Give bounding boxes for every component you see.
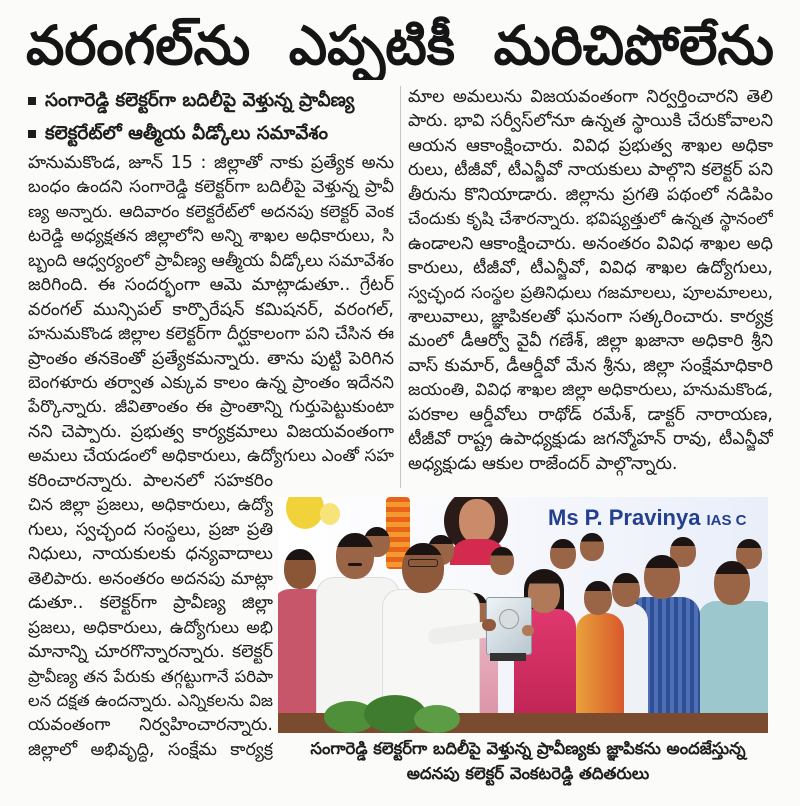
person-head xyxy=(528,573,560,613)
body-line: మంలో డీఆర్వో వైవీ గణేశ్, జిల్లా ఖజానా అధికారి శ్రీని xyxy=(408,331,773,352)
body-line: వాస్ కుమార్, డీఆర్డీవో మేన శ్రీను, జిల్లా సంక్షేమాధికారి xyxy=(408,355,773,376)
person-head xyxy=(336,533,374,579)
photo-caption xyxy=(284,736,772,786)
body-line: అమలు చేయడంలో అధికారులు, ఉద్యోగులు ఎంతో సహ xyxy=(28,446,394,467)
body-line: శాలువాలు, జ్ఞాపికలతో ఘనంగా సత్కరించారు. కార్యక్ర xyxy=(408,306,773,327)
body-line: యవంతంగా నిర్వహించారన్నారు. xyxy=(28,715,273,736)
body-line: చేందుకు కృషి చేశారన్నారు. భవిష్యత్తులో ఉన్నత స్థానంలో xyxy=(408,209,773,229)
body-column-right xyxy=(408,85,773,476)
body-line: హనుమకొండ జిల్లాల కలెక్టర్‌గా దీర్ఘకాలంగా పని చేసిన ఈ xyxy=(28,324,394,345)
balloon-decoration xyxy=(320,503,340,525)
body-line: కారులు, టీజీవో, టీఎన్జీవో, వివిధ శాఖల ఉద్యోగులు, xyxy=(408,258,773,279)
person-head xyxy=(580,533,604,561)
body-line: నని చెప్పారు. ప్రభుత్వ కార్యక్రమాలు విజయవంతంగా xyxy=(28,421,394,442)
square-bullet-icon xyxy=(28,130,36,138)
banner-suffix: IAS C xyxy=(706,512,747,529)
body-line: జరిగింది. ఈ సందర్భంగా ఆమె మాట్లాడుతూ.. గ్రేటర్ xyxy=(28,275,394,296)
body-line: పారు. భావి సర్వీస్‌లోనూ ఉన్నత స్థాయికి చేరుకోవాలని xyxy=(408,111,773,132)
person-head xyxy=(612,573,640,607)
body-line: లన దక్షత ఉందన్నారు. ఎన్నికలను విజ xyxy=(28,690,273,710)
caption-line: అదనపు కలెక్టర్ వెంకటరెడ్డి తదితరులు xyxy=(406,763,650,783)
body-line: టరెడ్డి అధ్యక్షతన జిల్లాలోని అన్ని శాఖల అధికారులు, సి xyxy=(28,226,394,247)
body-line: మానాన్ని చూరగొన్నారన్నారు. కలెక్టర్ xyxy=(28,642,273,663)
plant-decoration xyxy=(414,705,460,733)
body-line: ణ్య అన్నారు. ఆదివారం కలెక్టరేట్‌లో అదనపు కలెక్టర్ వెంక xyxy=(28,201,394,221)
person-head xyxy=(644,555,680,599)
column-rule xyxy=(400,86,401,488)
body-line: టీజీవో రాష్ట్ర ఉపాధ్యక్షుడు జగన్మోహన్ రావు, టీఎన్జీవో xyxy=(408,429,773,450)
caption-line: సంగారెడ్డి కలెక్టర్‌గా బదిలీపై వెళ్తున్న ప్రావీణ్యకు జ్ఞాపికను అందజేస్తున్న xyxy=(310,738,746,758)
hand xyxy=(522,625,534,636)
body-column-left xyxy=(28,151,394,469)
highlight-item xyxy=(28,84,396,117)
body-line: తీరును కొనియాడారు. జిల్లాను ప్రగతి పథంలో నడిపిం xyxy=(408,184,773,205)
highlights xyxy=(28,84,396,150)
body-line: ప్రావీణ్య తన పేరుకు తగ్గట్టుగానే పరిపా xyxy=(28,666,273,686)
highlight-item xyxy=(28,117,396,150)
body-line: మాల అమలును విజయవంతంగా నిర్వర్తించారని తెలి xyxy=(408,87,773,107)
person-head xyxy=(584,581,612,615)
highlight-text: సంగారెడ్డి కలెక్టర్‌గా బదిలీపై వెళ్తున్న ప్రావీణ్య xyxy=(45,89,355,111)
body-line: హనుమకొండ, జూన్ 15 : జిల్లాతో నాకు ప్రత్యేక అను xyxy=(28,153,394,173)
body-line: పేర్కొన్నారు. జీవితాంతం ఈ ప్రాంతాన్ని గుర్తుపెట్టుకుంటా xyxy=(28,397,394,418)
body-line: జయంతి, వివిధ శాఖల జిల్లా అధికారులు, హనుమకొండ, xyxy=(408,380,773,401)
body-line: ఉండాలని ఆకాంక్షించారు. అనంతరం వివిధ శాఖల అధి xyxy=(408,233,773,254)
body-line: బంధం ఉందని సంగారెడ్డి కలెక్టర్‌గా బదిలీపై వెళ్తున్న ప్రావీ xyxy=(28,177,394,198)
body-line: జిల్లాలో అభివృద్ధి, సంక్షేమ కార్యక్ర xyxy=(28,739,273,760)
person-head xyxy=(550,539,576,569)
square-bullet-icon xyxy=(28,97,36,105)
body-line: పరకాల ఆర్డీవోలు రాథోడ్ రమేశ్, డాక్టర్ నారాయణ, xyxy=(408,404,773,425)
body-line: గులు, స్వచ్ఛంద సంస్థలు, ప్రజా ప్రతి xyxy=(28,519,273,540)
banner-name: Ms P. Pravinya xyxy=(548,505,701,530)
body-line: అధ్యక్షుడు ఆకుల రాజేందర్ పాల్గొన్నారు. xyxy=(408,453,678,474)
body-line: బెంగళూరు తర్వాత ఎక్కువ కాలం ఉన్న ప్రాంతం ఇదేనని xyxy=(28,372,394,393)
hand xyxy=(482,619,496,631)
body-line: కరించారన్నారు. పాలనలో సహకరిం xyxy=(28,471,273,491)
body-line: ప్రజలు, అధికారులు, ఉద్యోగులు అభి xyxy=(28,617,273,638)
body-line: నిధులు, నాయకులకు ధన్యవాదాలు xyxy=(28,544,273,565)
news-photo xyxy=(278,497,768,733)
body-line: బ్బంది ఆధ్వర్యంలో ప్రావీణ్య ఆత్మీయ వీడ్కోలు సమావేశం xyxy=(28,250,394,271)
body-line: రులు, టీజీవో, టీఎన్జీవో నాయకులు పాల్గొని కలెక్టర్ పని xyxy=(408,160,773,181)
body-line: స్వచ్ఛంద సంస్థల ప్రతినిధులు గజమాలలు, పూలమాలలు, xyxy=(408,282,773,302)
banner-text xyxy=(548,505,746,531)
mustache xyxy=(348,563,362,566)
memento-emblem xyxy=(499,609,519,629)
glasses xyxy=(408,559,438,567)
body-line: ఆయన ఆకాంక్షించారు. వివిధ ప్రభుత్వ శాఖల అధికా xyxy=(408,135,773,156)
body-line: వరంగల్ మున్సిపల్ కార్పొరేషన్ కమిషనర్, వరంగల్, xyxy=(28,299,394,320)
person-head xyxy=(284,549,316,589)
person-head xyxy=(402,543,444,593)
body-line: తెలిపారు. అనంతరం అదనపు మాట్లా xyxy=(28,568,273,589)
body-line: చిన జిల్లా ప్రజలు, అధికారులు, ఉద్యో xyxy=(28,495,273,516)
headline: వరంగల్‌ను ఎప్పటికీ మరిచిపోలేను xyxy=(26,14,774,77)
memento-base xyxy=(490,653,526,661)
person-head xyxy=(490,547,514,575)
person-head xyxy=(714,561,750,605)
banner-portrait-face xyxy=(459,499,495,543)
highlight-text: కలెక్టరేట్‌లో ఆత్మీయ వీడ్కోలు సమావేశం xyxy=(45,122,328,144)
body-column-left-narrow xyxy=(28,469,273,762)
body-line: ప్రాంతం తనకెంతో ప్రత్యేకమన్నారు. తాను పుట్టి పెరిగిన xyxy=(28,348,394,369)
body-line: డుతూ.. కలెక్టర్‌గా ప్రావీణ్య జిల్లా xyxy=(28,593,273,614)
